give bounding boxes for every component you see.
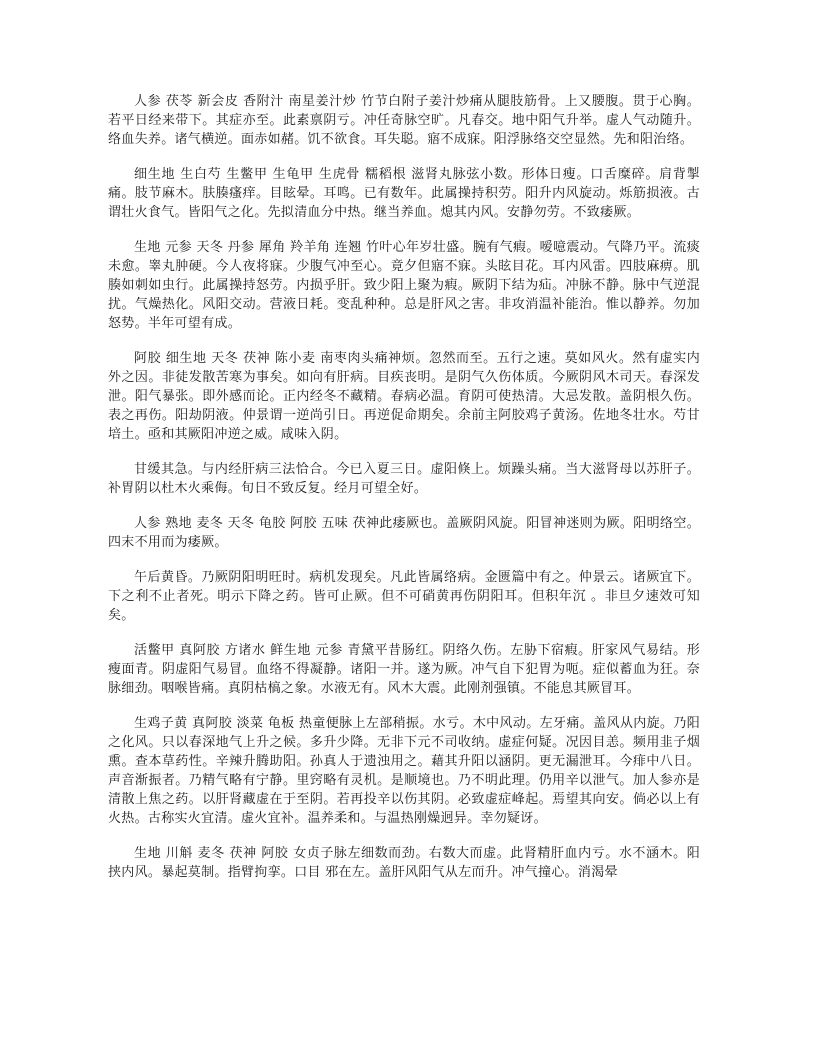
paragraph-7: 午后黄昏。乃厥阴阳明旺时。病机发现矣。凡此皆属络病。金匮篇中有之。仲景云。诸厥宜下。下之利不止者死。明示下降之药。皆可止厥。但不可硝黄再伤阴阳耳。但积年沉 。非旦夕速效可知矣。: [108, 570, 700, 623]
paragraph-6: 人参 熟地 麦冬 天冬 龟胶 阿胶 五味 茯神此痿厥也。盖厥阴风旋。阳冒神迷则为厥。阳明络空。四末不用而为痿厥。: [108, 516, 700, 550]
paragraph-2: 细生地 生白芍 生鳖甲 生龟甲 生虎骨 糯稻根 滋肾丸脉弦小数。形体日瘦。口舌糜碎。肩背掣痛。肢节麻木。肤腠瘙痒。目眩晕。耳鸣。已有数年。此属操持积劳。阳升内风旋动。烁筋损液。古谓壮火食气。皆阳气之化。先拟清血分中热。继当养血。熄其内风。安静勿劳。不致痿厥。: [108, 167, 700, 220]
paragraph-9: 生鸡子黄 真阿胶 淡菜 龟板 热童便脉上左部稍振。水亏。木中风动。左牙痛。盖风从内旋。乃阳之化风。只以春深地气上升之候。多升少降。无非下元不司收纳。虚症何疑。况因目恙。频用韭子烟熏。查本草药性。辛辣升腾助阳。孙真人于遗浊用之。藉其升阳以涵阴。更无漏泄耳。今痱中八日。声音渐振者。乃精气略有宁静。里窍略有灵机。是顺境也。乃不明此理。仍用辛以泄气。加人参亦是清散上焦之药。以肝肾藏虚在于至阴。若再投辛以伤其阴。必致虚症峰起。焉望其向安。倘必以上有火热。古称实火宜清。虚火宜补。温养柔和。与温热刚燥迥异。幸勿疑讶。: [108, 716, 700, 826]
document-page: [108, 92, 700, 898]
paragraph-4: 阿胶 细生地 天冬 茯神 陈小麦 南枣肉头痛神烦。忽然而至。五行之速。莫如风火。然有虚实内外之因。非徒发散苦寒为事矣。如向有肝病。目疾丧明。是阴气久伤体质。今厥阴风木司天。春深发泄。阳气暴张。即外感而论。正内经冬不藏精。春病必温。育阴可使热清。大忌发散。盖阴根久伤。表之再伤。阳劫阴液。仲景谓一逆尚引日。再逆促命期矣。余前主阿胶鸡子黄汤。佐地冬壮水。芍甘培土。亟和其厥阳冲逆之威。咸味入阴。: [108, 351, 700, 442]
paragraph-5: 甘缓其急。与内经肝病三法恰合。今已入夏三日。虚阳倏上。烦躁头痛。当大滋肾母以苏肝子。补胃阴以杜木火乘侮。旬日不致反复。经月可望全好。: [108, 462, 700, 496]
paragraph-1: 人参 茯苓 新会皮 香附汁 南星姜汁炒 竹节白附子姜汁炒痛从腿肢筋骨。上又腰腹。贯于心胸。若平日经来带下。其症亦至。此素禀阴亏。冲任奇脉空旷。凡春交。地中阳气升举。虚人气动随升。络血失养。诸气横逆。面赤如赭。饥不欲食。耳失聪。寤不成寐。阳浮脉络交空显然。先和阳治络。: [108, 94, 700, 147]
paragraph-3: 生地 元参 天冬 丹参 犀角 羚羊角 连翘 竹叶心年岁壮盛。腕有气瘕。嗳噫震动。气降乃平。流痰未愈。睾丸肿硬。今人夜将寐。少腹气冲至心。竟夕但寤不寐。头眩目花。耳内风雷。四肢麻痹。肌腠如刺如虫行。此属操持怒劳。内损乎肝。致少阳上聚为瘕。厥阴下结为疝。冲脉不静。脉中气逆混扰。气燥热化。风阳交动。营液日耗。变乱种种。总是肝风之害。非攻消温补能治。惟以静养。勿加怒势。半年可望有成。: [108, 240, 700, 331]
paragraph-10: 生地 川斛 麦冬 茯神 阿胶 女贞子脉左细数而劲。右数大而虚。此肾精肝血内亏。水不涵木。阳挟内风。暴起莫制。指臂拘挛。口目 邪在左。盖肝风阳气从左而升。冲气撞心。消渴晕: [108, 846, 700, 880]
paragraph-8: 活鳖甲 真阿胶 方诸水 鲜生地 元参 青黛平昔肠红。阴络久伤。左胁下宿瘕。肝家风气易结。形瘦面青。阴虚阳气易冒。血络不得凝静。诸阳一并。遂为厥。冲气自下犯胃为呃。症似蓄血为狂。奈脉细劲。咽喉皆痛。真阴枯槁之象。水液无有。风木大震。此刚剂强镇。不能息其厥冒耳。: [108, 643, 700, 696]
